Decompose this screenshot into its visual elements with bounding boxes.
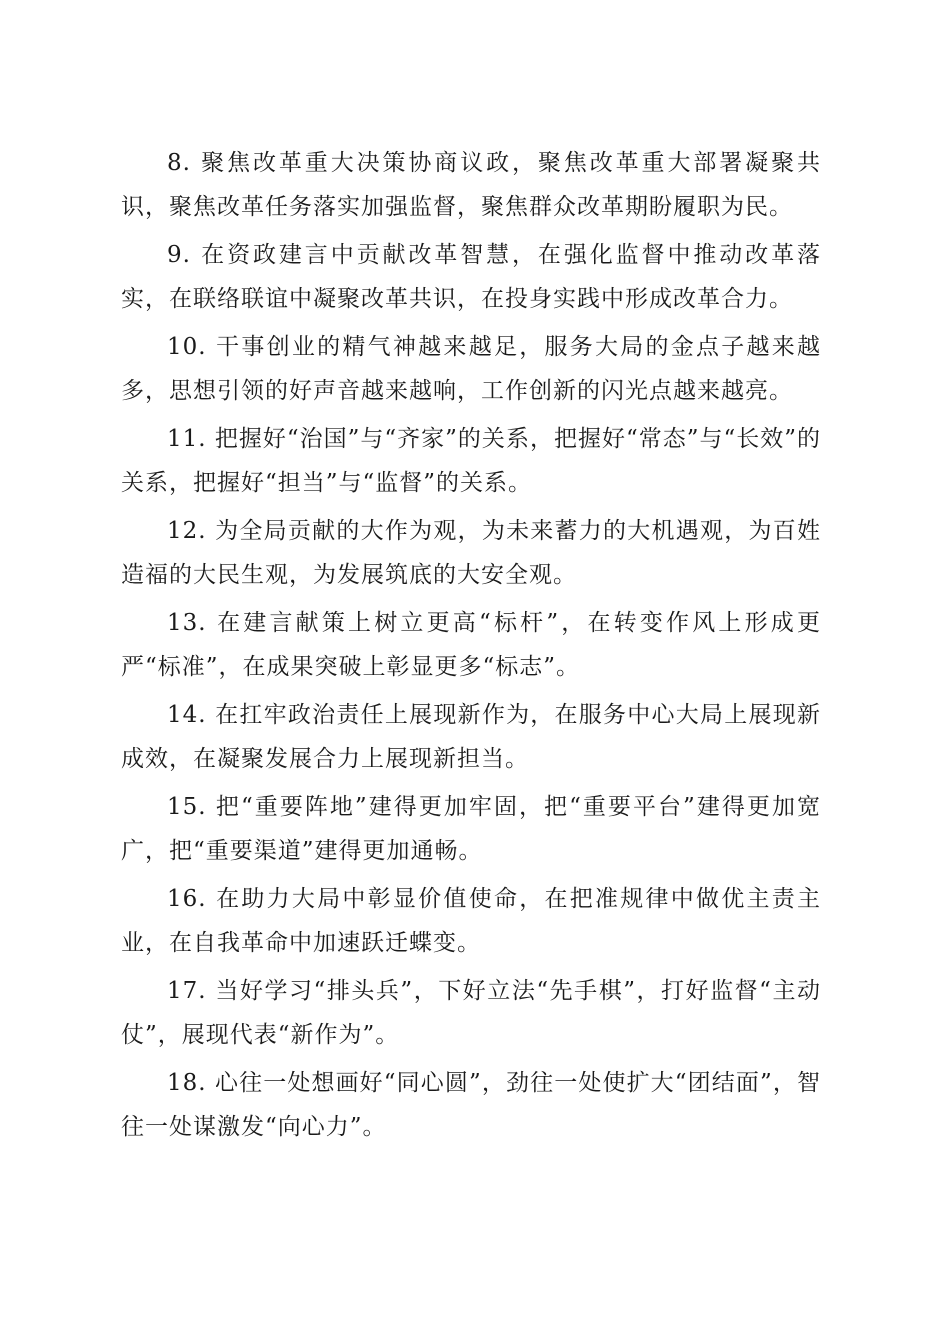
paragraph-14: 14. 在扛牢政治责任上展现新作为，在服务中心大局上展现新成效，在凝聚发展合力上展现新担当。 <box>121 702 821 772</box>
paragraph-11: 11. 把握好“治国”与“齐家”的关系，把握好“常态”与“长效”的关系，把握好“担当”与“监督”的关系。 <box>121 426 821 496</box>
paragraph-16: 16. 在助力大局中彰显价值使命，在把准规律中做优主责主业，在自我革命中加速跃迁蝶变。 <box>121 886 821 956</box>
paragraph-18: 18. 心往一处想画好“同心圆”，劲往一处使扩大“团结面”，智往一处谋激发“向心力”。 <box>121 1070 821 1140</box>
paragraph-15: 15. 把“重要阵地”建得更加牢固，把“重要平台”建得更加宽广，把“重要渠道”建得更加通畅。 <box>121 794 821 864</box>
paragraph-10: 10. 干事创业的精气神越来越足，服务大局的金点子越来越多，思想引领的好声音越来越响，工作创新的闪光点越来越亮。 <box>121 334 821 404</box>
paragraph-8: 8. 聚焦改革重大决策协商议政，聚焦改革重大部署凝聚共识，聚焦改革任务落实加强监督，聚焦群众改革期盼履职为民。 <box>121 150 821 220</box>
document-body <box>121 141 821 1153</box>
paragraph-12: 12. 为全局贡献的大作为观，为未来蓄力的大机遇观，为百姓造福的大民生观，为发展筑底的大安全观。 <box>121 518 821 588</box>
paragraph-13: 13. 在建言献策上树立更高“标杆”，在转变作风上形成更严“标准”，在成果突破上彰显更多“标志”。 <box>121 610 821 680</box>
paragraph-17: 17. 当好学习“排头兵”，下好立法“先手棋”，打好监督“主动仗”，展现代表“新作为”。 <box>121 978 821 1048</box>
paragraph-9: 9. 在资政建言中贡献改革智慧，在强化监督中推动改革落实，在联络联谊中凝聚改革共识，在投身实践中形成改革合力。 <box>121 242 821 312</box>
